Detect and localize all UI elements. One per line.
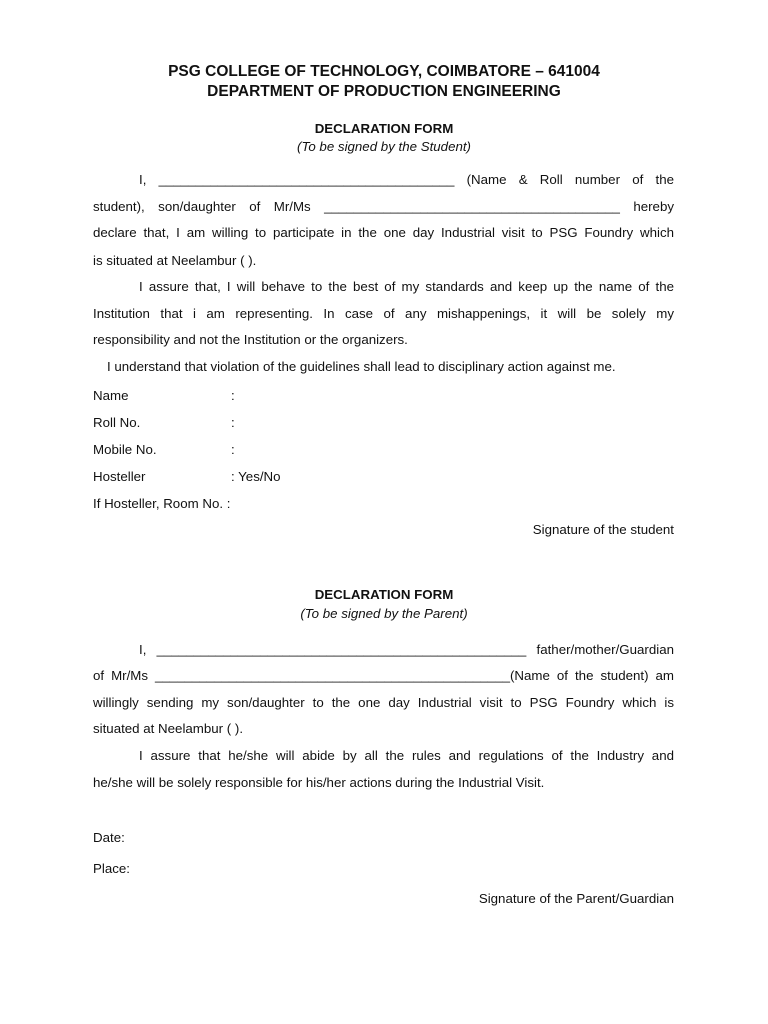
field-hosteller-sep: : Yes/No <box>231 469 281 484</box>
field-room-label: If Hosteller, Room No. : <box>93 496 231 511</box>
place-label: Place: <box>93 861 130 876</box>
parent-line-5: I assure that he/she will abide by all the rules and regulations of the Industry and <box>139 748 674 763</box>
parent-line-4: situated at Neelambur ( ). <box>93 721 244 736</box>
parent-signature: Signature of the Parent/Guardian <box>478 891 674 906</box>
student-signature: Signature of the student <box>532 522 674 537</box>
student-form-title: DECLARATION FORM <box>314 121 454 136</box>
field-hosteller-label: Hosteller <box>93 469 146 484</box>
field-roll-label: Roll No. <box>93 415 141 430</box>
field-mobile-label: Mobile No. <box>93 442 157 457</box>
student-line-5: I assure that, I will behave to the best of my standards and keep up the name of the <box>139 279 674 294</box>
student-line-8: I understand that violation of the guidelines shall lead to disciplinary action against me. <box>107 359 616 374</box>
field-name-label: Name <box>93 388 129 403</box>
parent-line-2: of Mr/Ms ________________________________________________(Name of the student) am <box>93 668 674 683</box>
student-line-2: student), son/daughter of Mr/Ms ________________________________________ hereby <box>93 199 674 214</box>
field-name-sep: : <box>231 388 235 403</box>
student-line-3: declare that, I am willing to participate in the one day Industrial visit to PSG Foundry which <box>93 225 674 240</box>
student-line-1: I, ________________________________________ (Name & Roll number of the <box>139 172 674 187</box>
student-line-6: Institution that i am representing. In case of any mishappenings, it will be solely my <box>93 306 674 321</box>
parent-line-1: I, __________________________________________________ father/mother/Guardian <box>139 642 674 657</box>
parent-form-title: DECLARATION FORM <box>314 587 454 602</box>
college-title: PSG COLLEGE OF TECHNOLOGY, COIMBATORE – 641004 <box>168 63 600 80</box>
parent-line-6: he/she will be solely responsible for his/her actions during the Industrial Visit. <box>93 775 545 790</box>
parent-form-subtitle: (To be signed by the Parent) <box>300 606 468 621</box>
date-label: Date: <box>93 830 125 845</box>
field-mobile-sep: : <box>231 442 235 457</box>
department-title: DEPARTMENT OF PRODUCTION ENGINEERING <box>207 83 561 100</box>
student-form-subtitle: (To be signed by the Student) <box>297 139 471 154</box>
parent-line-3: willingly sending my son/daughter to the one day Industrial visit to PSG Foundry which is <box>93 695 674 710</box>
student-line-7: responsibility and not the Institution or the organizers. <box>93 332 408 347</box>
field-roll-sep: : <box>231 415 235 430</box>
student-line-4: is situated at Neelambur ( ). <box>93 253 257 268</box>
